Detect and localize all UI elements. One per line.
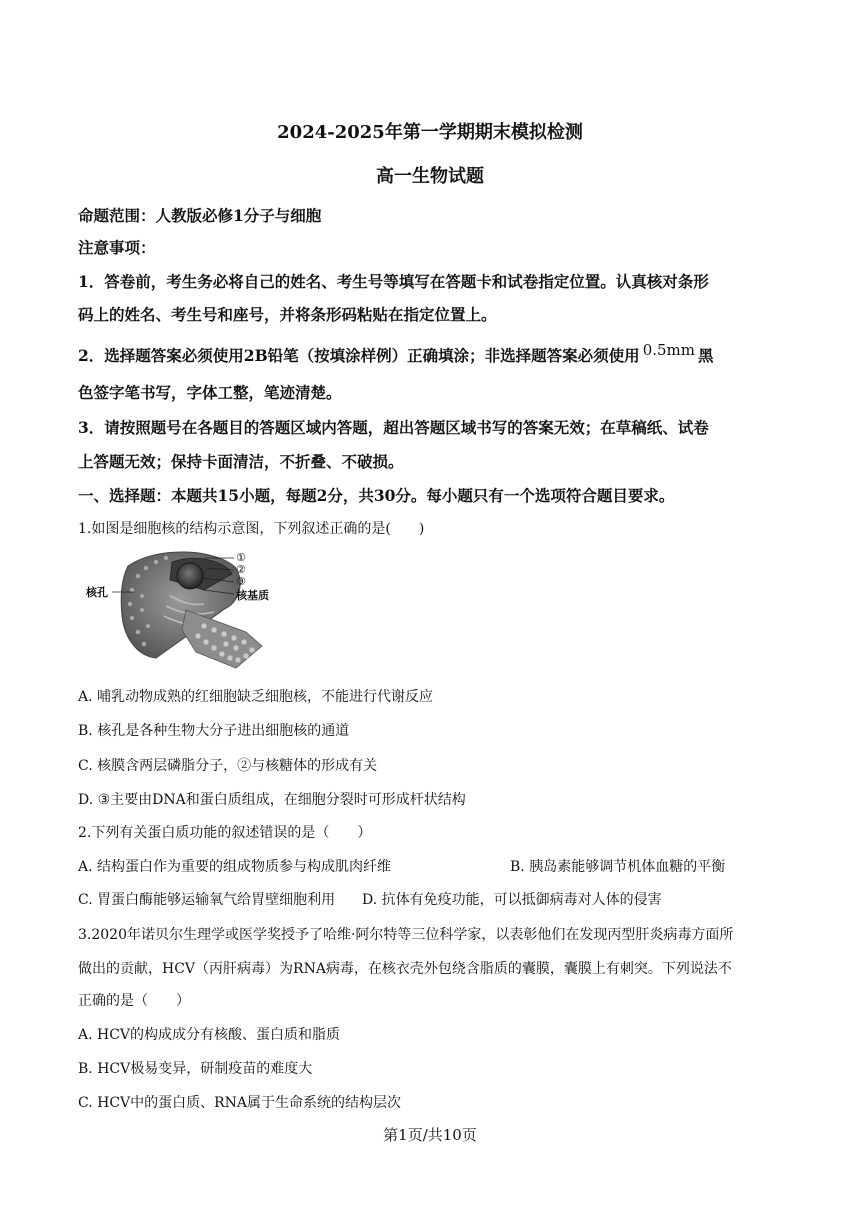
er-ribbon <box>182 610 262 668</box>
label-structure-3: ③ <box>236 575 246 588</box>
instruction-3-line-2: 上答题无效；保持卡面清洁，不折叠、不破损。 <box>78 452 404 471</box>
q1-option-c: C. 核膜含两层磷脂分子，②与核糖体的形成有关 <box>78 758 378 774</box>
instruction-1-line-2: 码上的姓名、考生号和座号，并将条形码粘贴在指定位置上。 <box>78 305 497 324</box>
q1-option-b: B. 核孔是各种生物大分子进出细胞核的通道 <box>78 723 350 739</box>
question-3-stem-line-3: 正确的是（ ） <box>78 993 190 1009</box>
question-3-stem-line-1: 3.2020年诺贝尔生理学或医学奖授予了哈维·阿尔特等三位科学家，以表彰他们在发现丙型肝炎病毒方面所 <box>78 927 734 943</box>
q2-option-a: A. 结构蛋白作为重要的组成物质参与构成肌肉纤维 <box>78 859 392 875</box>
label-structure-2: ② <box>236 563 246 576</box>
instruction-1-line-1: 1．答卷前，考生务必将自己的姓名、考生号等填写在答题卡和试卷指定位置。认真核对条形 <box>78 272 709 291</box>
question-2-stem: 2.下列有关蛋白质功能的叙述错误的是（ ） <box>78 825 372 841</box>
section-1-heading: 一、选择题：本题共15小题，每题2分，共30分。每小题只有一个选项符合题目要求。 <box>78 486 675 505</box>
notice-heading: 注意事项： <box>78 238 156 257</box>
label-nuclear-matrix: 核基质 <box>236 589 269 602</box>
label-nuclear-pore: 核孔 <box>86 586 108 599</box>
label-structure-1: ① <box>236 551 246 564</box>
q3-option-a: A. HCV的构成成分有核酸、蛋白质和脂质 <box>78 1027 341 1043</box>
page-number: 第1页/共10页 <box>383 1126 477 1144</box>
question-3-stem-line-2: 做出的贡献，HCV（丙肝病毒）为RNA病毒，在核衣壳外包绕含脂质的囊膜，囊膜上有刺突。下列说法不 <box>78 961 732 977</box>
q3-option-c: C. HCV中的蛋白质、RNA属于生命系统的结构层次 <box>78 1095 402 1111</box>
instruction-2-after-unit: 黑 <box>698 346 714 365</box>
exam-title: 2024-2025年第一学期期末模拟检测 <box>277 122 583 143</box>
exam-subtitle: 高一生物试题 <box>376 166 484 187</box>
instruction-2-line-2: 色签字笔书写，字体工整，笔迹清楚。 <box>78 383 342 402</box>
q1-option-a: A. 哺乳动物成熟的红细胞缺乏细胞核，不能进行代谢反应 <box>78 689 434 705</box>
instruction-2-text: 2．选择题答案必须使用2B铅笔（按填涂样例）正确填涂；非选择题答案必须使用 <box>78 346 640 365</box>
q2-option-d: D. 抗体有免疫功能，可以抵御病毒对人体的侵害 <box>362 892 662 908</box>
q1-option-d: D. ③主要由DNA和蛋白质组成，在细胞分裂时可形成杆状结构 <box>78 792 466 808</box>
q2-option-c: C. 胃蛋白酶能够运输氧气给胃壁细胞利用 <box>78 892 336 908</box>
nucleus-diagram <box>86 546 282 678</box>
instruction-3-line-1: 3．请按照题号在各题目的答题区域内答题，超出答题区域书写的答案无效；在草稿纸、试卷 <box>78 418 709 437</box>
nucleolus <box>177 563 203 589</box>
scope-line: 命题范围：人教版必修1分子与细胞 <box>78 206 322 225</box>
instruction-2-line-1 <box>78 341 714 366</box>
question-1-stem: 1.如图是细胞核的结构示意图，下列叙述正确的是( ) <box>78 521 425 537</box>
instruction-2-unit: 0.5mm <box>642 341 695 359</box>
q2-option-b: B. 胰岛素能够调节机体血糖的平衡 <box>510 859 726 875</box>
q3-option-b: B. HCV极易变异，研制疫苗的难度大 <box>78 1061 313 1077</box>
nucleus-diagram-svg <box>86 546 282 678</box>
